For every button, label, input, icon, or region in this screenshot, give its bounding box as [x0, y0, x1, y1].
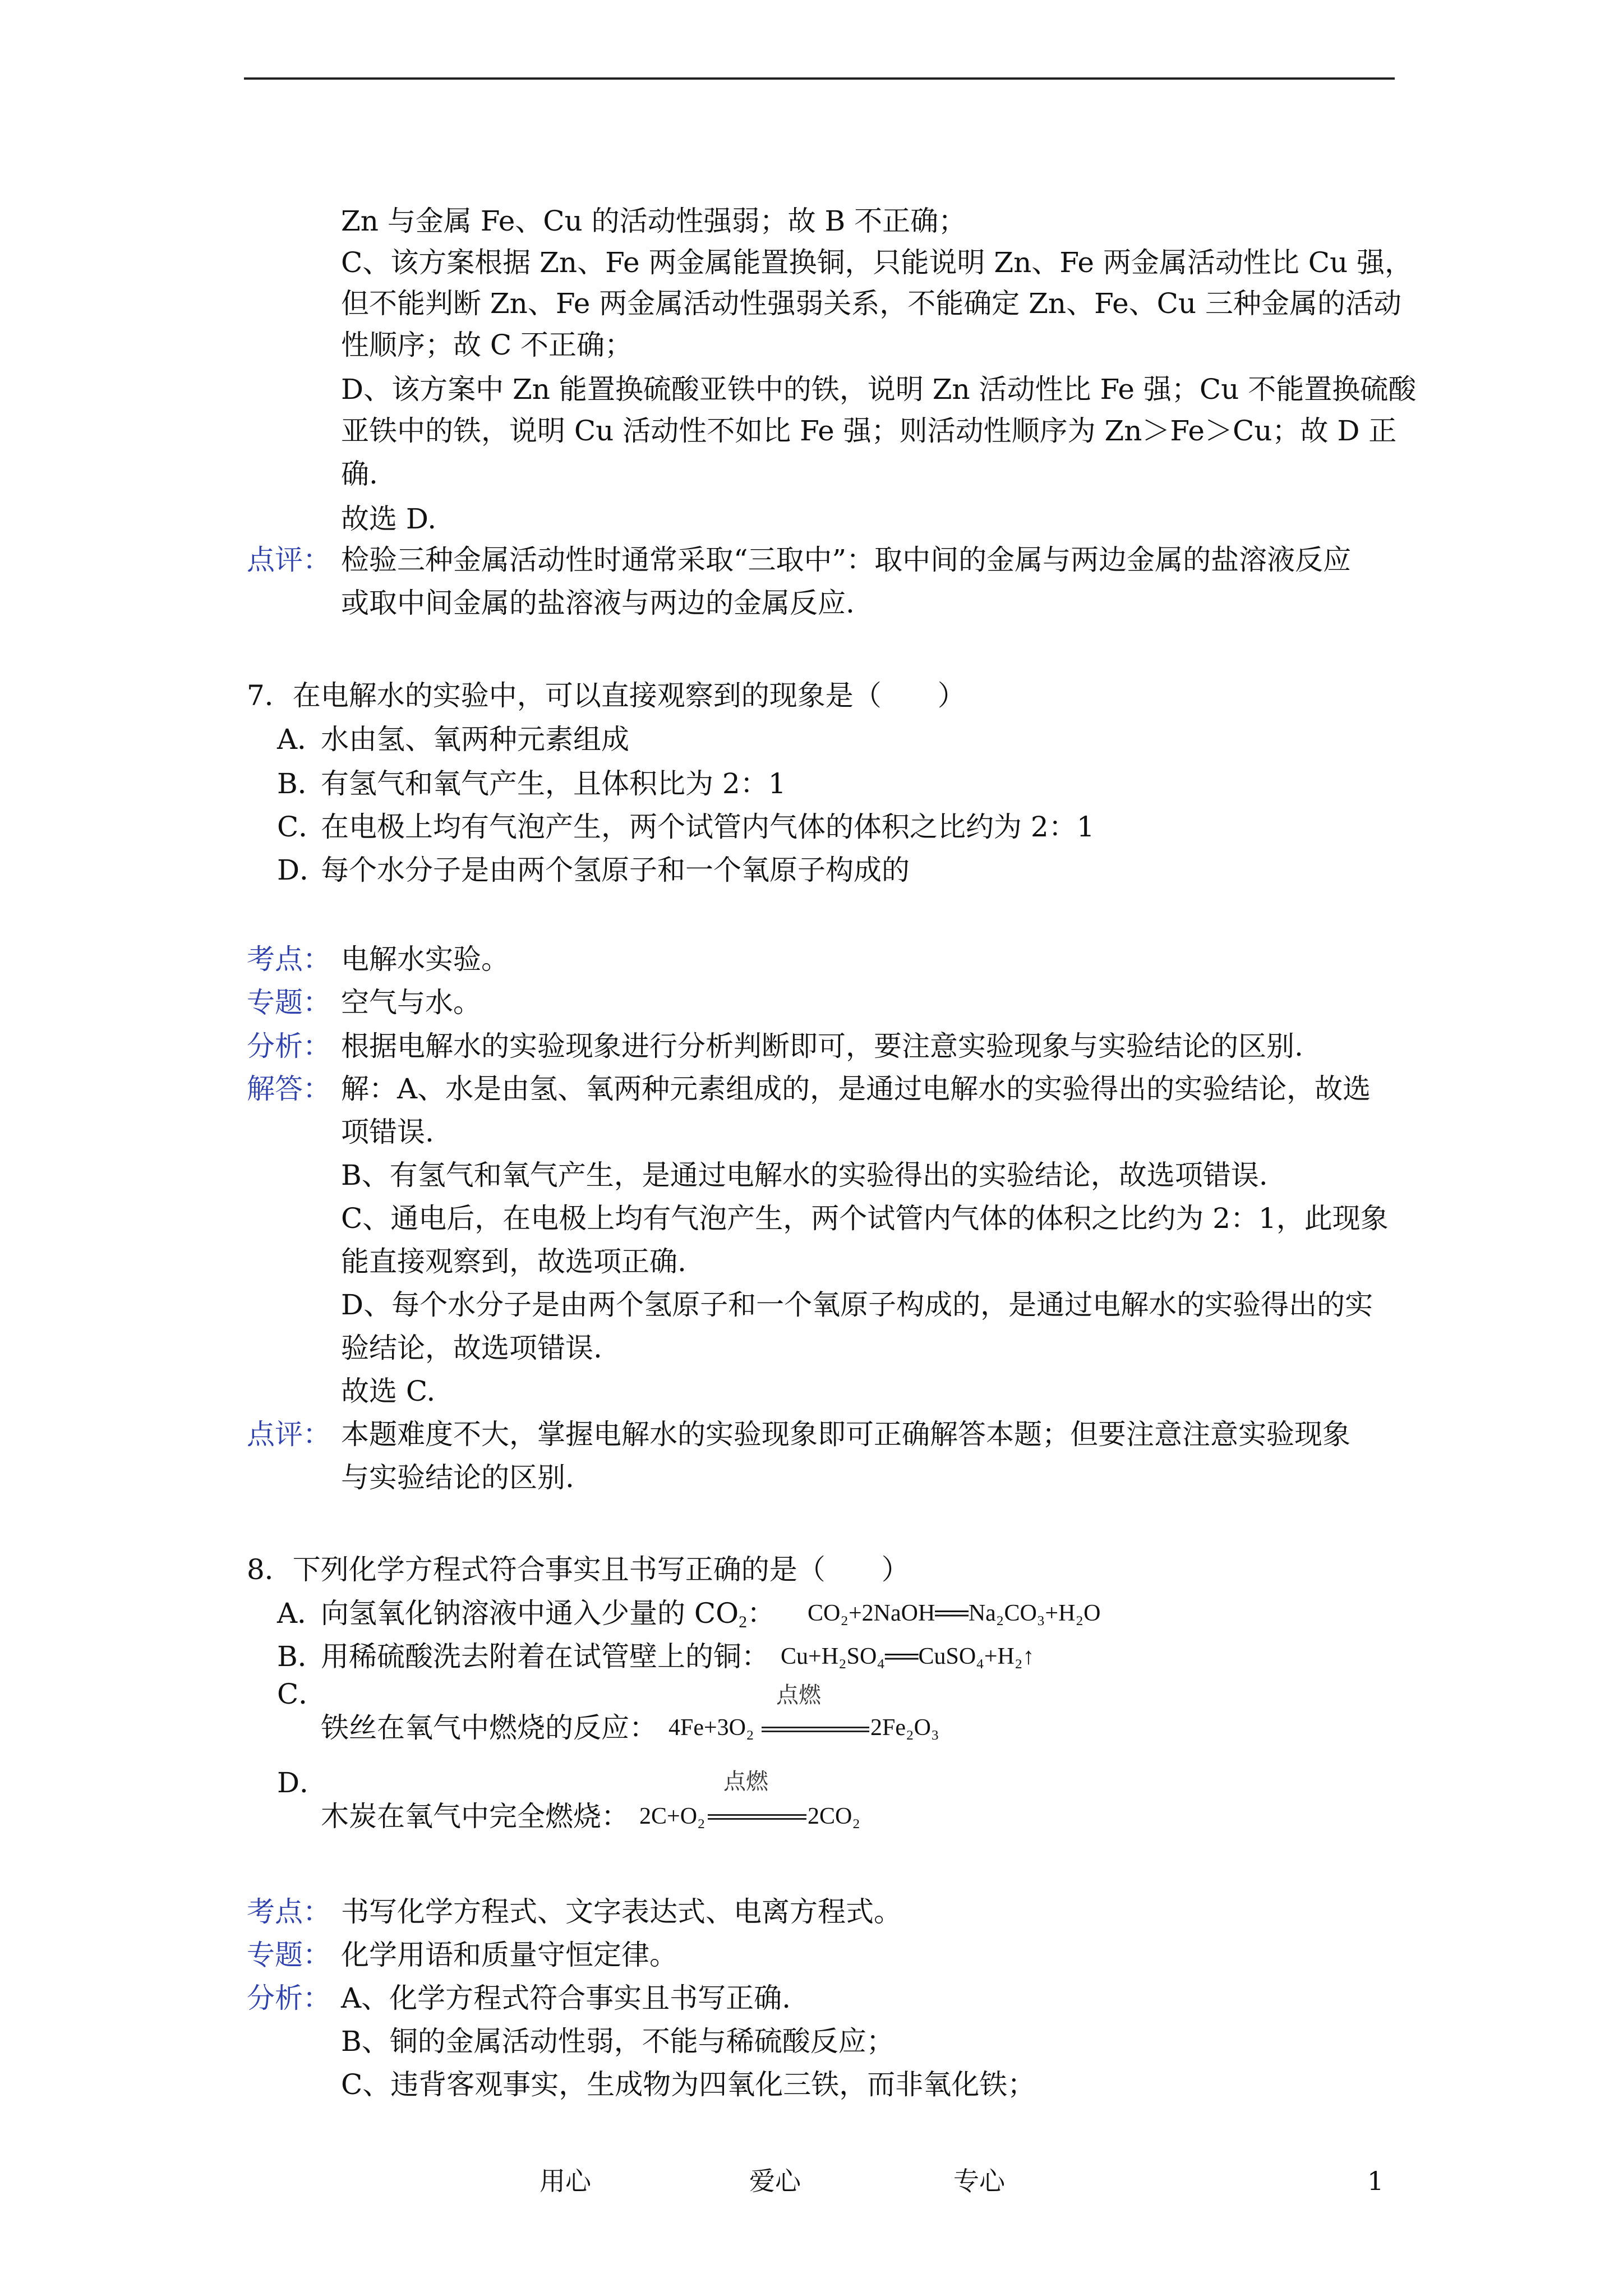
dianping-label: 点评： [247, 1418, 331, 1451]
zhuanti-text: 空气与水。 [341, 986, 481, 1019]
fenxi-label: 分析： [247, 1982, 331, 2014]
kaodian-label: 考点： [247, 943, 331, 976]
text-line: 但不能判断 Zn、Fe 两金属活动性强弱关系，不能确定 Zn、Fe、Cu 三种金属的活动 [341, 287, 1402, 320]
jieda-line: 验结论，故选项错误. [341, 1332, 602, 1364]
option-letter: D． [277, 1766, 328, 1799]
equation-right: 2Fe₂O₃ [870, 1715, 939, 1741]
text-line: Zn 与金属 Fe、Cu 的活动性强弱；故 B 不正确； [341, 205, 967, 237]
dianping-text: 本题难度不大，掌握电解水的实验现象即可正确解答本题；但要注意注意实验现象 [341, 1418, 1350, 1451]
option-letter: A． [277, 723, 326, 756]
zhuanti-text: 化学用语和质量守恒定律。 [341, 1939, 677, 1971]
option-text: 有氢气和氧气产生，且体积比为 2：1 [321, 767, 786, 800]
text-line: 亚铁中的铁，说明 Cu 活动性不如比 Fe 强；则活动性顺序为 Zn＞Fe＞Cu；故 D 正 [341, 415, 1397, 447]
option-letter: C． [277, 1678, 327, 1710]
text-line: C、该方案根据 Zn、Fe 两金属能置换铜，只能说明 Zn、Fe 两金属活动性比 Cu 强， [341, 246, 1413, 279]
jieda-line: 能直接观察到，故选项正确. [341, 1245, 686, 1278]
text-line: 性顺序；故 C 不正确； [341, 329, 633, 361]
dianping-text: 与实验结论的区别. [341, 1461, 574, 1494]
fenxi-line: B、铜的金属活动性弱，不能与稀硫酸反应； [341, 2025, 895, 2058]
fenxi-text: 根据电解水的实验现象进行分析判断即可，要注意实验现象与实验结论的区别. [341, 1030, 1303, 1062]
review-text: 或取中间金属的盐溶液与两边的金属反应. [341, 587, 855, 619]
option-letter: B． [277, 767, 326, 800]
kaodian-text: 电解水实验。 [341, 943, 509, 976]
jieda-line: 解：A、水是由氢、氧两种元素组成的，是通过电解水的实验得出的实验结论，故选 [341, 1073, 1371, 1105]
equals-double-line [708, 1814, 806, 1820]
option-text: 木炭在氧气中完全燃烧： [321, 1800, 629, 1833]
footer-text: 爱心 [749, 2166, 801, 2196]
option-text: 铁丝在氧气中燃烧的反应： [321, 1711, 657, 1744]
footer-text: 用心 [540, 2166, 591, 2196]
jieda-line: B、有氢气和氧气产生，是通过电解水的实验得出的实验结论，故选项错误. [341, 1159, 1268, 1191]
footer-text: 专心 [953, 2166, 1005, 2196]
kaodian-label: 考点： [247, 1895, 331, 1928]
text-line: 确. [341, 458, 378, 490]
fenxi-line: A、化学方程式符合事实且书写正确. [341, 1982, 791, 2014]
option-letter: C． [277, 811, 327, 843]
kaodian-text: 书写化学方程式、文字表达式、电离方程式。 [341, 1895, 902, 1928]
jieda-line: D、每个水分子是由两个氢原子和一个氧原子构成的，是通过电解水的实验得出的实 [341, 1289, 1373, 1321]
chemical-equation: CO₂+2NaOH══Na₂CO₃+H₂O [808, 1600, 1101, 1626]
question-stem: 7．在电解水的实验中，可以直接观察到的现象是（ ） [247, 679, 966, 712]
text-line: 故选 D. [341, 503, 437, 535]
jieda-line: 故选 C. [341, 1375, 436, 1407]
jieda-label: 解答： [247, 1073, 331, 1105]
equation-left: 4Fe+3O₂ [668, 1715, 754, 1741]
text-line: D、该方案中 Zn 能置换硫酸亚铁中的铁，说明 Zn 活动性比 Fe 强；Cu 不能置换硫酸 [341, 373, 1417, 406]
option-text: 每个水分子是由两个氢原子和一个氧原子构成的 [321, 854, 910, 886]
equation-right: 2CO₂ [808, 1803, 860, 1829]
equals-double-line [762, 1727, 869, 1732]
option-text: 用稀硫酸洗去附着在试管壁上的铜： [321, 1640, 769, 1673]
page-number: 1 [1367, 2166, 1384, 2196]
option-letter: D． [277, 854, 328, 886]
header-rule [244, 77, 1395, 80]
option-letter: A． [277, 1597, 326, 1630]
jieda-line: 项错误. [341, 1116, 434, 1148]
zhuanti-label: 专题： [247, 1939, 331, 1971]
jieda-line: C、通电后，在电极上均有气泡产生，两个试管内气体的体积之比约为 2：1，此现象 [341, 1202, 1389, 1235]
option-text: 水由氢、氧两种元素组成 [321, 723, 629, 756]
equation-left: 2C+O₂ [639, 1803, 706, 1829]
option-letter: B． [277, 1640, 326, 1673]
chemical-equation: Cu+H₂SO₄══CuSO₄+H₂↑ [781, 1644, 1035, 1669]
question-stem: 8．下列化学方程式符合事实且书写正确的是（ ） [247, 1553, 910, 1586]
fenxi-label: 分析： [247, 1030, 331, 1062]
review-label: 点评： [247, 544, 331, 576]
review-text: 检验三种金属活动性时通常采取“三取中”：取中间的金属与两边金属的盐溶液反应 [341, 544, 1352, 576]
option-text: 在电极上均有气泡产生，两个试管内气体的体积之比约为 2：1 [321, 811, 1095, 843]
option-text: 向氢氧化钠溶液中通入少量的 CO2： [321, 1597, 776, 1631]
zhuanti-label: 专题： [247, 986, 331, 1019]
fenxi-line: C、违背客观事实，生成物为四氧化三铁，而非氧化铁； [341, 2068, 1036, 2101]
reaction-condition: 点燃 [723, 1769, 768, 1795]
reaction-condition: 点燃 [776, 1682, 821, 1708]
